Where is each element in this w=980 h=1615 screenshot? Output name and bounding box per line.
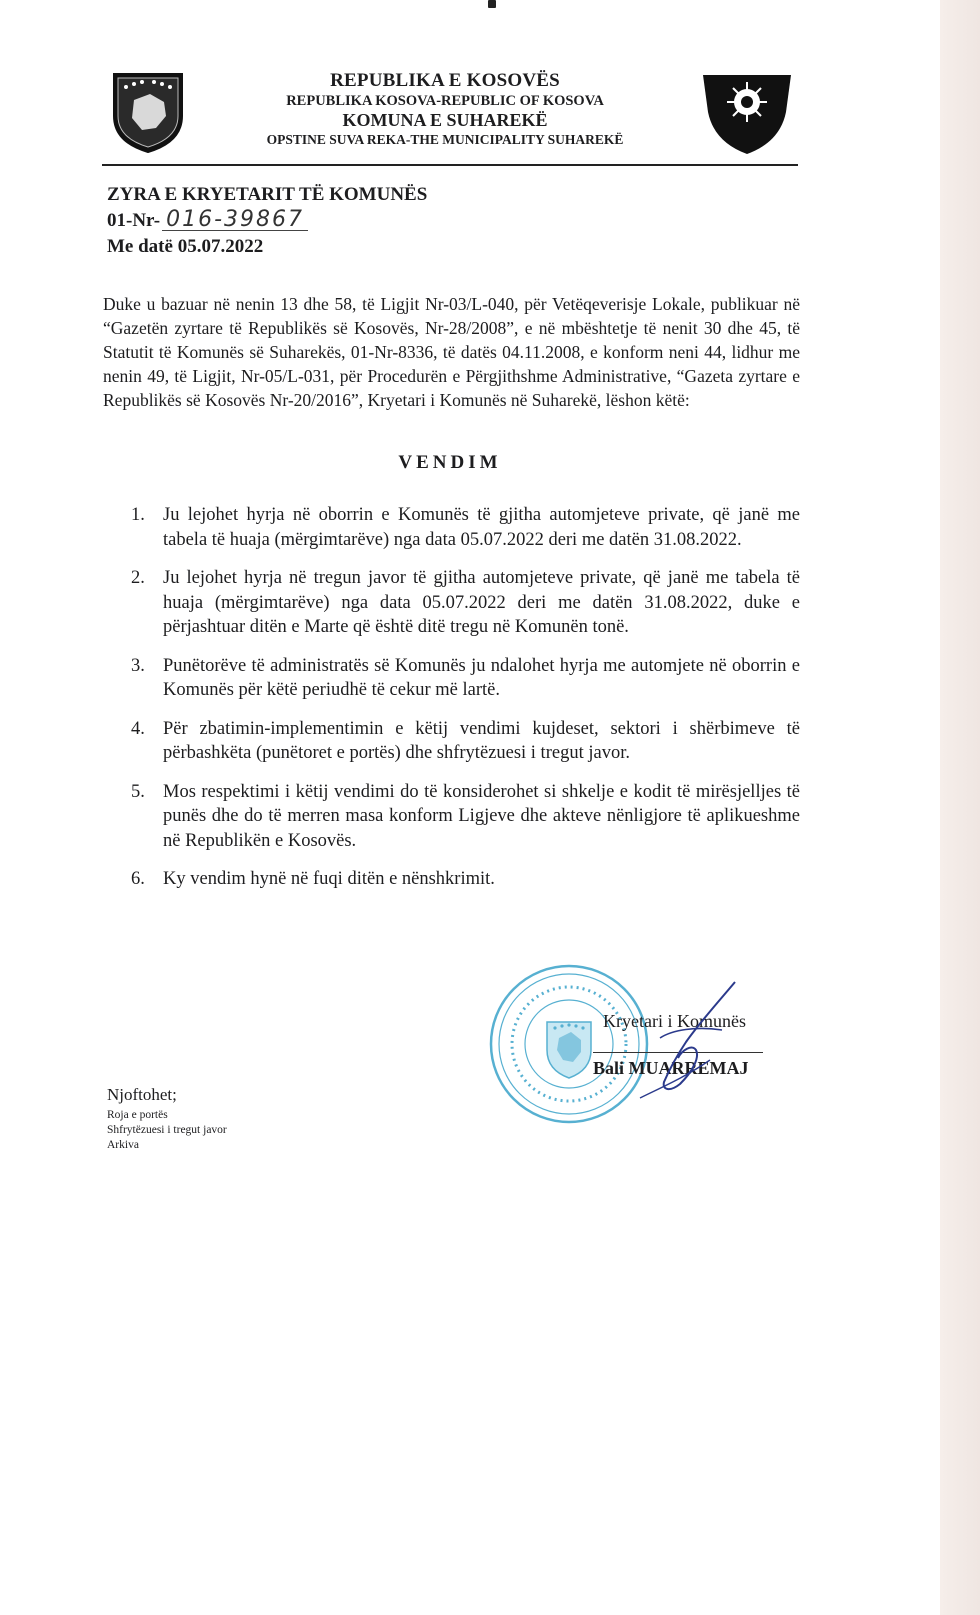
reference-number	[107, 208, 427, 234]
suhareka-emblem-icon	[700, 72, 794, 156]
notification-block	[107, 1084, 227, 1153]
decision-item	[125, 717, 800, 766]
document-header	[200, 70, 690, 149]
office-name: ZYRA E KRYETARIT TË KOMUNËS	[107, 184, 428, 205]
handwritten-signature-icon	[600, 960, 750, 1110]
kosovo-coat-of-arms-icon	[110, 70, 186, 154]
decision-item	[125, 503, 800, 552]
decision-items	[125, 503, 800, 906]
preamble-paragraph: Duke u bazuar në nenin 13 dhe 58, të Ligjit Nr-03/L-040, për Vetëqeverisje Lokale, publikuar në “Gazetën zyrtare të Republikës së Kosovës, Nr-28/2008”, e në mbështetje të nenit 30 dhe 45, të Statutit të Komunës së Suharekës, 01-Nr-8336, të datës 04.11.2008, e konform neni 44, lidhur me nenin 49, të Ligjit, Nr-05/L-031, për Procedurën e Përgjithshme Administrative, “Gazeta zyrtare e Republikës së Kosovës Nr-20/2016”, Kryetari i Komunës në Suharekë, lëshon këtë:	[103, 294, 800, 410]
office-block	[107, 182, 427, 260]
item-text: Ju lejohet hyrja në oborrin e Komunës të gjitha automjeteve private, që janë me tabela të huaja (mërgimtarëve) nga data 05.07.2022 deri me datën 31.08.2022.	[163, 505, 800, 550]
item-number: 2.	[131, 568, 145, 588]
item-text: Mos respektimi i këtij vendimi do të konsiderohet si shkelje e kodit të mirësjelljes të punës dhe do të merren masa konform Ligjeve dhe akteve nënligjore të aplikueshme në Republikën e Kosovës.	[163, 781, 800, 851]
item-text: Për zbatimin-implementimin e këtij vendimi kujdeset, sektori i shërbimeve të përbashkëta (punëtoret e portës) dhe shfrytëzuesi i tregut javor.	[163, 718, 800, 763]
recipient-list	[107, 1108, 227, 1153]
header-municipality-translations: OPSTINE SUVA REKA-THE MUNICIPALITY SUHAREKË	[266, 132, 624, 147]
header-republic-translations: REPUBLIKA KOSOVA-REPUBLIC OF KOSOVA	[286, 93, 604, 109]
header-republic: REPUBLIKA E KOSOVËS	[330, 70, 560, 91]
item-number: 5.	[131, 781, 145, 802]
item-number: 6.	[131, 869, 145, 889]
decision-item	[125, 867, 800, 892]
document-date: Me datë 05.07.2022	[107, 236, 264, 257]
decision-title: VENDIM	[398, 452, 502, 473]
scan-mark	[488, 0, 496, 8]
recipient-item: Roja e portës	[107, 1109, 168, 1121]
item-text: Ky vendim hynë në fuqi ditën e nënshkrimit.	[163, 869, 495, 889]
item-text: Punëtorëve të administratës së Komunës ju ndalohet hyrja me automjete në oborrin e Komunës për këtë periudhë të cekur më lartë.	[163, 655, 800, 700]
decision-item	[125, 566, 800, 640]
item-number: 1.	[131, 505, 145, 525]
reference-prefix: 01-Nr-	[107, 210, 161, 231]
reference-handwritten: 016-39867	[162, 210, 308, 231]
notification-title: Njoftohet;	[107, 1085, 177, 1104]
decision-item	[125, 654, 800, 703]
header-municipality: KOMUNA E SUHAREKË	[342, 110, 548, 130]
signatory-name: Bali MUARREMAJ	[593, 1058, 749, 1078]
recipient-item: Shfrytëzuesi i tregut javor	[107, 1124, 227, 1136]
header-divider	[102, 164, 798, 166]
item-number: 4.	[131, 718, 145, 739]
page-edge-shadow	[940, 0, 980, 1615]
signature-title: Kryetari i Komunës	[603, 1011, 746, 1031]
item-number: 3.	[131, 655, 145, 676]
item-text: Ju lejohet hyrja në tregun javor të gjitha automjeteve private, që janë me tabela të huaja (mërgimtarëve) nga data 05.07.2022 deri me datën 31.08.2022, duke e përjashtuar ditën e Marte që është ditë tregu në Komunën tonë.	[163, 568, 800, 637]
decision-item	[125, 780, 800, 854]
recipient-item: Arkiva	[107, 1139, 139, 1151]
